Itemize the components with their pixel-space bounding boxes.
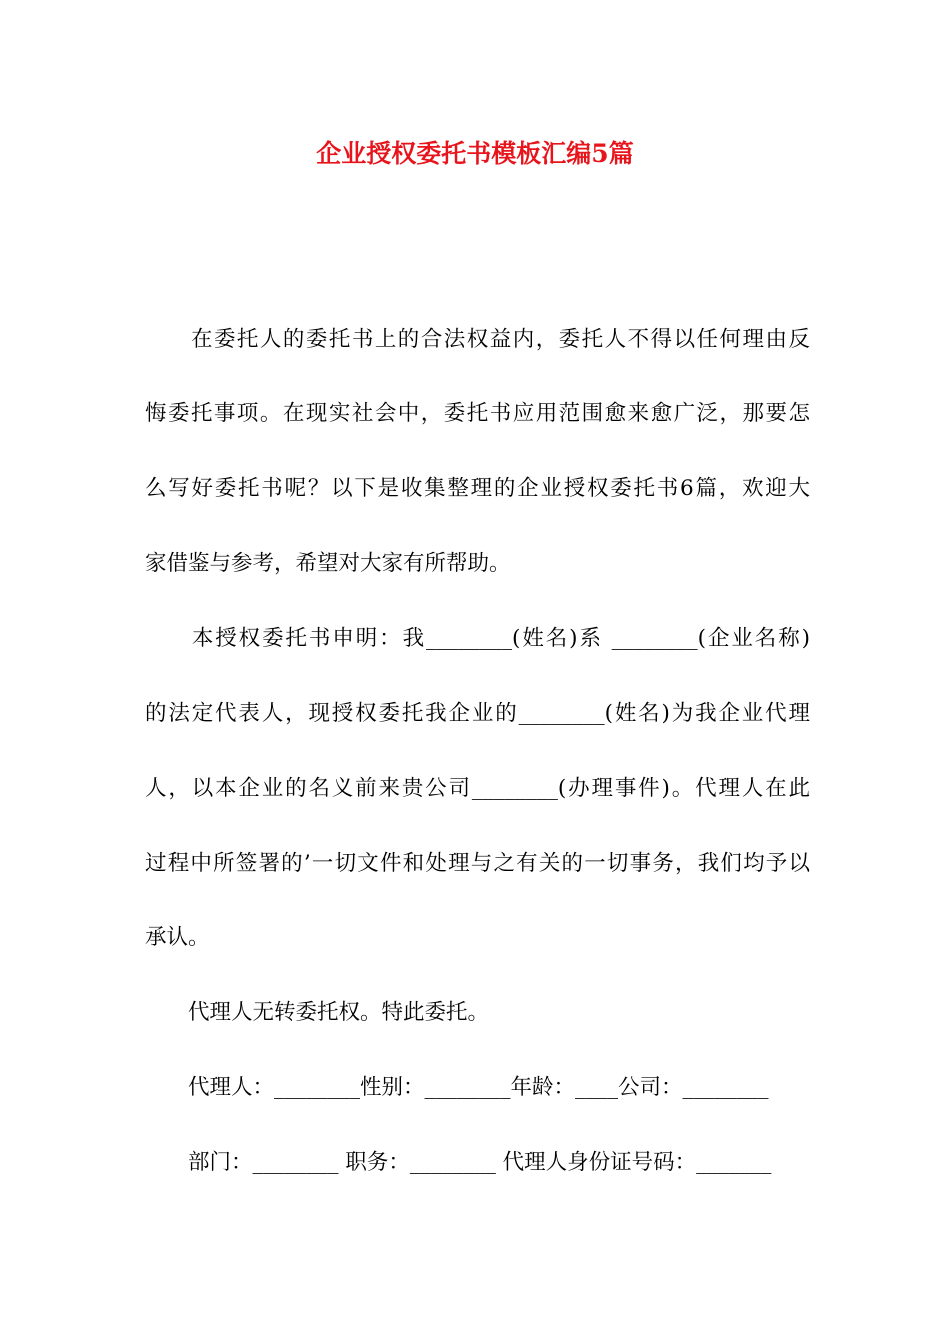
- paragraph-line: 家借鉴与参考，希望对大家有所帮助。: [145, 551, 511, 576]
- form-line-department: 部门：________ 职务：________ 代理人身份证号码：_______: [145, 1150, 772, 1175]
- form-line-agent: 代理人：________性别：________年龄：____公司：________: [145, 1075, 769, 1100]
- paragraph-line: 代理人无转委托权。特此委托。: [145, 1000, 490, 1025]
- paragraph-line: 人，以本企业的名义前来贵公司________(办理事件)。代理人在此: [145, 776, 810, 801]
- paragraph-line: 过程中所签署的’一切文件和处理与之有关的一切事务，我们均予以: [145, 851, 810, 876]
- paragraph-line: 悔委托事项。在现实社会中，委托书应用范围愈来愈广泛，那要怎: [145, 401, 810, 426]
- paragraph-line: 么写好委托书呢？以下是收集整理的企业授权委托书6篇，欢迎大: [145, 476, 810, 501]
- paragraph-line: 承认。: [145, 925, 210, 950]
- paragraph-line: 在委托人的委托书上的合法权益内，委托人不得以任何理由反: [145, 327, 810, 352]
- paragraph-line: 的法定代表人，现授权委托我企业的________(姓名)为我企业代理: [145, 701, 810, 726]
- paragraph-line: 本授权委托书申明：我________(姓名)系 ________(企业名称): [145, 626, 810, 651]
- document-title: 企业授权委托书模板汇编5篇: [316, 139, 634, 168]
